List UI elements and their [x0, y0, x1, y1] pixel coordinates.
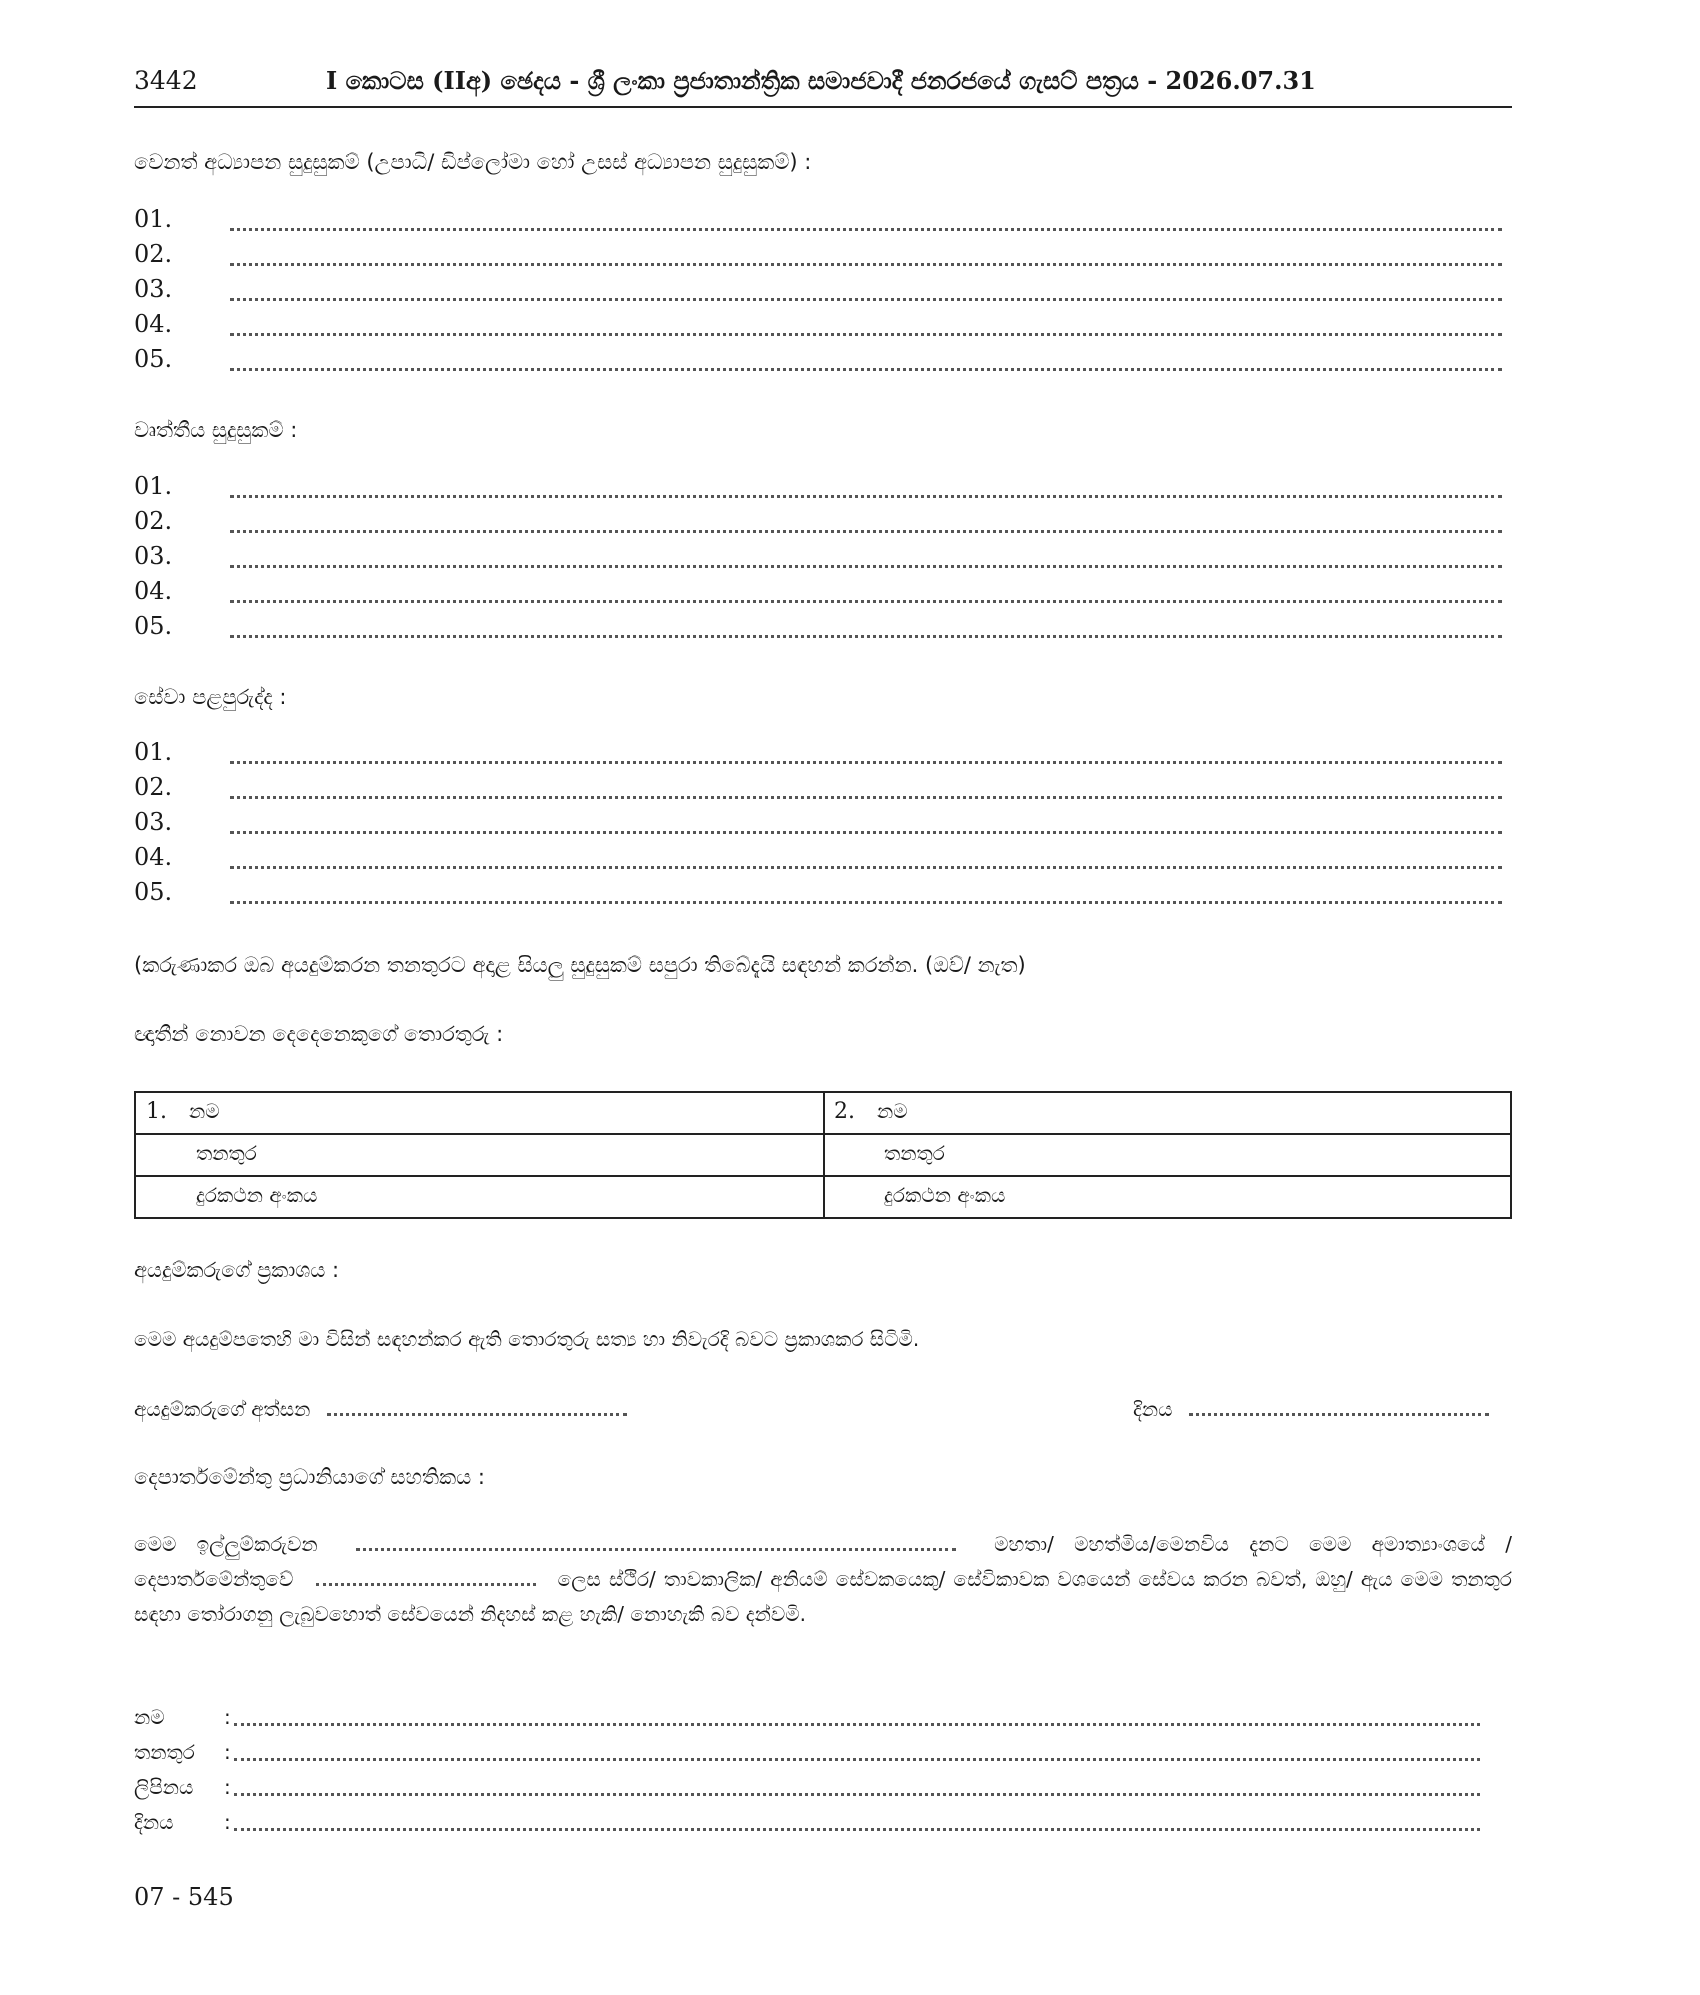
referee-index: 2.	[834, 1099, 855, 1124]
table-divider	[136, 1133, 1510, 1135]
dotted-line	[230, 600, 1502, 603]
colon: :	[224, 1810, 231, 1834]
referee-1-name-cell[interactable]	[146, 1099, 220, 1124]
table-divider	[136, 1175, 1510, 1177]
other-education-row[interactable]	[134, 345, 1512, 379]
header-rule	[134, 106, 1512, 108]
declaration-heading: අයදුම්කරුගේ ප්‍රකාශය :	[134, 1258, 340, 1282]
professional-row[interactable]	[134, 612, 1512, 646]
referees-heading: ඥාතීන් නොවන දෙදෙනෙකුගේ තොරතුරු :	[134, 1022, 504, 1046]
row-number: 03.	[134, 808, 173, 836]
position-label: තනතුර	[884, 1141, 945, 1165]
row-number: 02.	[134, 773, 173, 801]
service-experience-heading: සේවා පළපුරුද්ද :	[134, 685, 287, 709]
professional-row[interactable]	[134, 507, 1512, 541]
dotted-line	[230, 831, 1502, 834]
field-label: දිනය	[134, 1810, 174, 1834]
certificate-text	[134, 1527, 1512, 1632]
hod-position-field[interactable]	[134, 1740, 1480, 1772]
row-number: 04.	[134, 577, 173, 605]
dotted-line	[230, 333, 1502, 336]
row-number: 03.	[134, 275, 173, 303]
hod-address-field[interactable]	[134, 1775, 1480, 1807]
phone-label: දුරකථන අංකය	[196, 1183, 318, 1207]
referee-2-position-cell[interactable]	[884, 1141, 945, 1165]
service-experience-row[interactable]	[134, 878, 1512, 912]
date-field[interactable]	[1133, 1397, 1489, 1421]
colon: :	[224, 1775, 231, 1799]
professional-heading: වෘත්තීය සුදුසුකම් :	[134, 418, 298, 442]
dotted-line	[230, 761, 1502, 764]
footer-code: 07 - 545	[134, 1883, 234, 1911]
qualification-note: (කරුණාකර ඔබ අයදුම්කරන තනතුරට අදාළ සියලු සුදුසුකම් සපුරා තිබේදැයි සඳහන් කරන්න. (ඔව්/ නැත)	[134, 953, 1026, 977]
row-number: 01.	[134, 738, 173, 766]
referee-1-phone-cell[interactable]	[196, 1183, 317, 1207]
name-label: නම	[189, 1099, 220, 1123]
certificate-part-3: ලෙස ස්ථිර/ තාවකාලික/ අනියම් සේවකයෙකු/ සේවිකාවක වශයෙන් සේවය කරන බවත්, ඔහු/ ඇය මෙම තනතුර සඳහා තෝරාගනු ලැබුවහොත් සේවයෙන් නිදහස් කළ හැකි/ නොහැකි බව දන්වමි.	[134, 1567, 1512, 1626]
gazette-header-title: I කොටස (IIඅ) ඡෙදය - ශ්‍රී ලංකා ප්‍රජාතාන්ත්‍රික සමාජවාදී ජනරජයේ ගැසට් පත්‍රය - 2026.07.31	[326, 66, 1316, 95]
dotted-line	[230, 866, 1502, 869]
service-experience-row[interactable]	[134, 773, 1512, 807]
colon: :	[224, 1705, 231, 1729]
row-number: 04.	[134, 843, 173, 871]
certificate-heading: දෙපාර්තමේන්තු ප්‍රධානියාගේ සහතිකය :	[134, 1465, 485, 1489]
signature-label: අයදුම්කරුගේ අත්සන	[134, 1397, 311, 1421]
referee-2-phone-cell[interactable]	[884, 1183, 1005, 1207]
referees-table	[134, 1091, 1512, 1219]
field-label: නම	[134, 1705, 165, 1729]
signature-field[interactable]	[134, 1397, 627, 1421]
row-number: 01.	[134, 472, 173, 500]
name-label: නම	[877, 1099, 908, 1123]
row-number: 04.	[134, 310, 173, 338]
date-dotted-line	[1189, 1401, 1489, 1416]
certificate-part-1: මෙම ඉල්ලුම්කරුවන	[134, 1532, 318, 1556]
field-label: ලිපිනය	[134, 1775, 194, 1799]
dotted-line	[230, 901, 1502, 904]
row-number: 05.	[134, 612, 173, 640]
dotted-line	[230, 298, 1502, 301]
field-label: තනතුර	[134, 1740, 195, 1764]
table-divider	[823, 1093, 825, 1217]
colon: :	[224, 1740, 231, 1764]
declaration-statement: මෙම අයදුම්පතෙහි මා විසින් සඳහන්කර ඇති තොරතුරු සත්‍ය හා නිවැරදි බවට ප්‍රකාශකර සිටිමි.	[134, 1327, 920, 1351]
dotted-line	[230, 565, 1502, 568]
referee-2-name-cell[interactable]	[834, 1099, 908, 1124]
referee-index: 1.	[146, 1099, 167, 1124]
hod-date-field[interactable]	[134, 1810, 1480, 1842]
date-label: දිනය	[1133, 1397, 1173, 1421]
row-number: 02.	[134, 507, 173, 535]
certificate-part-2: මහතා/ මහත්මිය/මෙනවිය දැනට මෙම අමාත්‍යාංශයේ / දෙපාර්තමේන්තුවේ	[134, 1532, 1513, 1591]
dotted-line	[230, 368, 1502, 371]
other-education-row[interactable]	[134, 275, 1512, 309]
other-education-row[interactable]	[134, 205, 1512, 239]
hod-name-field[interactable]	[134, 1705, 1480, 1737]
dotted-line	[234, 1828, 1480, 1831]
dotted-line	[230, 530, 1502, 533]
dotted-line	[230, 228, 1502, 231]
post-blank[interactable]	[316, 1571, 536, 1586]
professional-row[interactable]	[134, 577, 1512, 611]
dotted-line	[230, 263, 1502, 266]
row-number: 03.	[134, 542, 173, 570]
phone-label: දුරකථන අංකය	[884, 1183, 1006, 1207]
applicant-name-blank[interactable]	[356, 1536, 956, 1551]
dotted-line	[234, 1723, 1480, 1726]
service-experience-row[interactable]	[134, 808, 1512, 842]
professional-row[interactable]	[134, 472, 1512, 506]
signature-dotted-line	[327, 1401, 627, 1416]
row-number: 05.	[134, 878, 173, 906]
other-education-row[interactable]	[134, 240, 1512, 274]
dotted-line	[230, 796, 1502, 799]
page-number: 3442	[134, 66, 198, 95]
other-education-row[interactable]	[134, 310, 1512, 344]
professional-row[interactable]	[134, 542, 1512, 576]
service-experience-row[interactable]	[134, 843, 1512, 877]
dotted-line	[230, 635, 1502, 638]
row-number: 02.	[134, 240, 173, 268]
referee-1-position-cell[interactable]	[196, 1141, 257, 1165]
dotted-line	[230, 495, 1502, 498]
row-number: 01.	[134, 205, 173, 233]
service-experience-row[interactable]	[134, 738, 1512, 772]
position-label: තනතුර	[196, 1141, 257, 1165]
other-education-heading: වෙනත් අධ්‍යාපන සුදුසුකම් (උපාධි/ ඩිප්ලෝමා හෝ උසස් අධ්‍යාපන සුදුසුකම්) :	[134, 150, 812, 174]
dotted-line	[234, 1758, 1480, 1761]
row-number: 05.	[134, 345, 173, 373]
dotted-line	[234, 1793, 1480, 1796]
